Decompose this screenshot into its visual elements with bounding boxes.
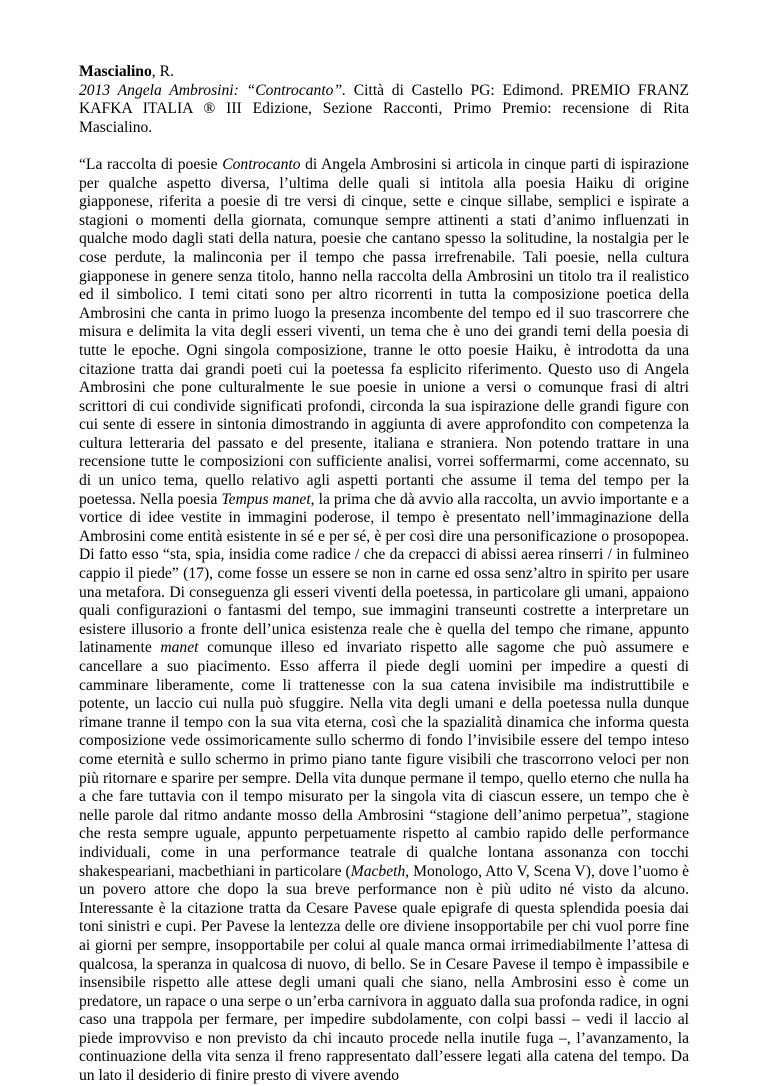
body-segment-1: “La raccolta di poesie: [79, 155, 223, 173]
title-macbeth: Macbeth: [350, 862, 406, 880]
author-initial: , R.: [151, 63, 174, 80]
document-page: [79, 63, 689, 1086]
book-title-controcanto: Controcanto: [222, 155, 301, 173]
body-segment-2: di Angela Ambrosini si articola in cinque parti di ispirazione per qualche aspetto diversa, l’ultima delle quali si intitola alla poesia Haiku di origine giapponese, riferita a poesie di tre versi di cinque, sette e cinque sillabe, semplici e ispirate a stagioni o momenti della giornata, comunque sempre attinenti a stati d’animo influenzati in qualche modo dagli stati della natura, poesie che cantano spesso la solitudine, la nostalgia per le cose perdute, la malinconia per il tempo che passa irrefrenabile. Tali poesie, nella cultura giapponese in genere senza titolo, hanno nella raccolta della Ambrosini un titolo tra il realistico ed il simbolico. I temi citati sono per altro ricorrenti in tutta la composizione poetica della Ambrosini che canta in primo luogo la presenza incombente del tempo ed il suo trascorrere che misura e delimita la vita degli esseri viventi, un tema che è uno dei grandi temi della poesia di tutte le epoche. Ogni singola composizione, tranne le otto poesie Haiku, è introdotta da una citazione tratta dai grandi poeti cui la poetessa fa esplicito riferimento. Questo uso di Angela Ambrosini che pone culturalmente le sue poesie in unione a versi o comunque frasi di altri scrittori di cui condivide significati profondi, circonda la sua ispirazione delle grandi figure con cui sente di essere in sintonia dimostrando in aggiunta di avere approfondito con competenza la cultura letteraria del passato e del presente, italiana e straniera. Non potendo trattare in una recensione tutte le composizioni con sufficiente analisi, vorrei soffermarmi, come accennato, su di un unico tema, quello relativo agli aspetti portanti che assume il tema del tempo per la poetessa. Nella poesia: [79, 155, 689, 508]
word-manet: manet: [160, 639, 199, 657]
review-paragraph: [79, 156, 689, 1086]
body-segment-5: , Monologo, Atto V, Scena V), dove l’uomo è un povero attore che dopo la sua breve performance non è più udito né visto da alcuno. Interessante è la citazione tratta da Cesare Pavese quale epigrafe di questa splendida poesia dai toni sinistri e cupi. Per Pavese la lentezza delle ore diviene insopportabile per chi vuol porre fine ai giorni per sempre, insopportabile per colui al quale manca ormai irrimediabilmente l’attesa di qualcosa, la speranza in qualcosa di nuovo, di bello. Se in Cesare Pavese il tempo è impassibile e insensibile rispetto alle attese degli umani quali che siano, nella Ambrosini esso è come un predatore, un rapace o una serpe o un’erba carnivora in agguato dalla sua profonda radice, in ogni caso una trappola per fermare, per impedire subdolamente, con colpi bassi – vedi il laccio al piede improvviso e non previsto da chi incauto procede nella inutile fuga –, l’avanzamento, la continuazione della vita senza il freno rappresentato dall’essere legati alla catena del tempo. Da un lato il desiderio di finire presto di vivere avendo: [79, 862, 689, 1085]
citation-header: [79, 63, 689, 137]
author-name: Mascialino: [79, 63, 152, 80]
citation-details: Città di Castello PG: Edimond. PREMIO FRANZ KAFKA ITALIA ® III Edizione, Sezione Racconti, Primo Premio: recensione di Rita Mascialino.: [79, 81, 689, 136]
body-segment-4: comunque illeso ed invariato rispetto alle sagome che può assumere e cancellare a suo piacimento. Esso afferra il piede degli uomini per impedire a questi di camminare liberamente, come li trattenesse con la sua catena invisibile ma indistruttibile e potente, un laccio cui nulla può sfuggire. Nella vita degli umani e della poetessa nulla dunque rimane tranne il tempo con la sua vita eterna, così che la spazialità dinamica che informa questa composizione vede ossimoricamente sullo schermo di fondo l’invisibile essere del tempo inteso come eternità e sullo schermo in primo piano tante figure visibili che trascorrono veloci per non più ritornare e sparire per sempre. Della vita dunque permane il tempo, quello eterno che nulla ha a che fare tuttavia con il tempo misurato per la singola vita di ciascun essere, un tempo che è nelle parole dal ritmo andante mosso della Ambrosini “stagione dell’animo perpetua”, stagione che resta sempre uguale, appunto perpetuamente rispetto al cambio rapido delle performance individuali, come in una performance teatrale di qualche lontana assonanza con tocchi shakespeariani, macbethiani in particolare (: [79, 639, 689, 880]
citation-title: 2013 Angela Ambrosini: “Controcanto”.: [79, 81, 347, 99]
body-segment-3: , la prima che dà avvio alla raccolta, un avvio importante e a vortice di idee vestite in immagini poderose, il tempo è presentato nell’immaginazione della Ambrosini come entità esistente in sé e per sé, è per così dire una personificazione o prosopopea. Di fatto esso “sta, spia, insidia come radice / che da crepacci di abissi aerea rinserri / in fulmineo cappio il piede” (17), come fosse un essere se non in carne ed ossa senz’altro in spirito per usare una metafora. Di conseguenza gli esseri viventi della poetessa, in particolare gli umani, appaiono quali configurazioni o fantasmi del tempo, sue immagini transeunti costrette a interpretare un esistere illusorio a fronte dell’unica esistenza reale che è quella del tempo che rimane, appunto latinamente: [79, 490, 689, 657]
poem-title-tempus-manet: Tempus manet: [221, 490, 311, 508]
